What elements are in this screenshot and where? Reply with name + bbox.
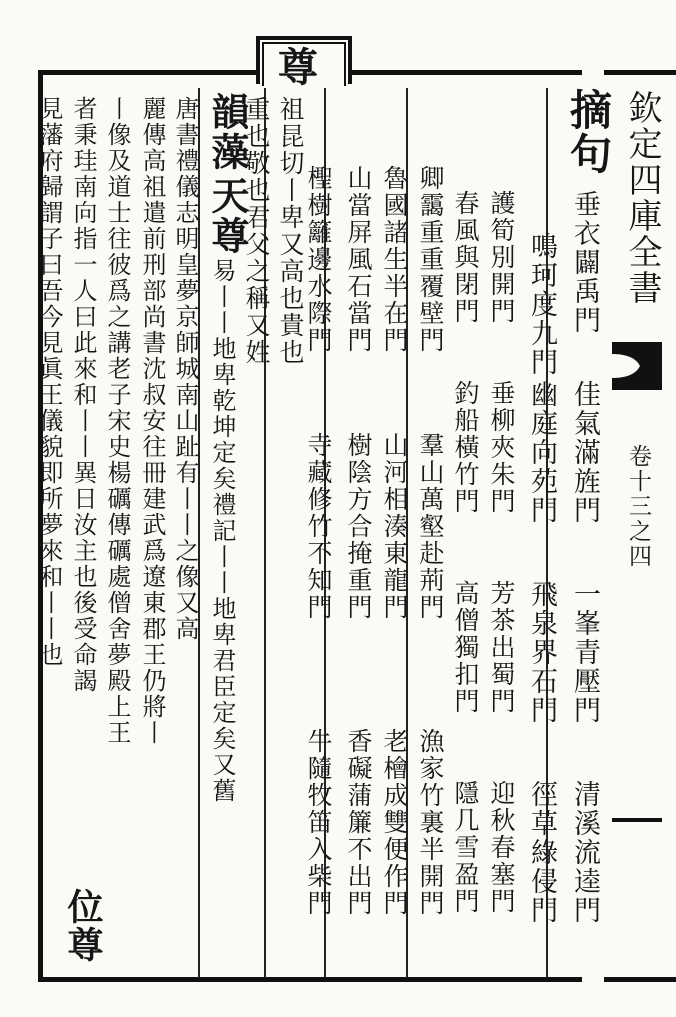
verse-line: 漁家竹裏半開門 (416, 728, 445, 917)
entry-line: 者秉珪南向指一人曰此來和丨丨異日汝主也後受命謁 (69, 96, 97, 694)
verse-line: 徑草綠侵門 (526, 780, 557, 925)
verse-line: 隱几雪盈門 (451, 780, 480, 915)
verse-line: 清溪流逵門 (569, 780, 600, 925)
verse-line: 老檜成雙便作門 (380, 728, 409, 917)
verse-line: 飛泉界石門 (526, 580, 557, 725)
entry-line: 易丨丨地卑乾坤定矣禮記丨丨地卑君臣定矣又舊 (208, 258, 236, 804)
definition-line: 重也敬也君父之稱又姓 (242, 96, 271, 366)
verse-line: 佳氣滿旌門 (569, 380, 600, 525)
verse-line: 垂柳夾朱門 (487, 380, 516, 515)
verse-line: 樹陰方合掩重門 (344, 432, 373, 621)
verse-line: 山河相湊東龍門 (380, 432, 409, 621)
verse-line: 芳茶出蜀門 (487, 580, 516, 715)
verse-line: 高僧獨扣門 (451, 580, 480, 715)
verse-line: 垂衣闢禹門 (569, 190, 600, 335)
definition-line: 祖昆切丨卑又高也貴也 (276, 96, 305, 366)
verse-line: 卿靄重重覆壁門 (416, 165, 445, 354)
verse-line: 春風與閉門 (451, 190, 480, 325)
section-heading-yunzao: 韻藻 (205, 92, 250, 172)
fish-tail-mark (612, 342, 662, 390)
entry-line: 見藩府歸謂子曰吾今見眞王儀貌即所夢來和丨丨也 (35, 96, 63, 668)
margin-bottom-mark (612, 818, 662, 822)
verse-line: 魯國諸生半在門 (380, 165, 409, 354)
verse-line: 迎秋春塞門 (487, 780, 516, 915)
entry-line: 丨像及道士往彼爲之講老子宋史楊礪傳礪處僧舍夢殿上王 (103, 96, 131, 746)
verse-line: 羣山萬壑赴荊門 (416, 432, 445, 621)
verse-line: 牛隨牧笛入柴門 (304, 728, 333, 917)
volume-label: 卷十三之四 (625, 444, 651, 569)
headword-tianzun: 天尊 (205, 176, 250, 256)
tab-heading: 尊 (278, 44, 318, 91)
headword-weizun: 位尊 (62, 888, 104, 964)
verse-line: 寺藏修竹不知門 (304, 432, 333, 621)
verse-line: 檉樹籬邊水際門 (304, 165, 333, 354)
verse-line: 護筍別開門 (487, 190, 516, 325)
verse-line: 釣船橫竹門 (451, 380, 480, 515)
entry-line: 唐書禮儀志明皇夢京師城南山趾有丨丨之像又高 (171, 96, 199, 642)
verse-line: 山當屏風石當門 (344, 165, 373, 354)
verse-line: 香礙蒲簾不出門 (344, 728, 373, 917)
section-heading-zhaiju: 摘句 (564, 88, 613, 176)
book-title: 欽定四庫全書 (622, 90, 662, 306)
verse-line: 鳴珂度九門 (526, 232, 557, 377)
verse-line: 一峯青壓門 (569, 580, 600, 725)
entry-line: 麗傳高祖遣前刑部尚書沈叔安往冊建武爲遼東郡王仍將丨 (138, 96, 166, 746)
verse-line: 幽庭向苑門 (526, 380, 557, 525)
